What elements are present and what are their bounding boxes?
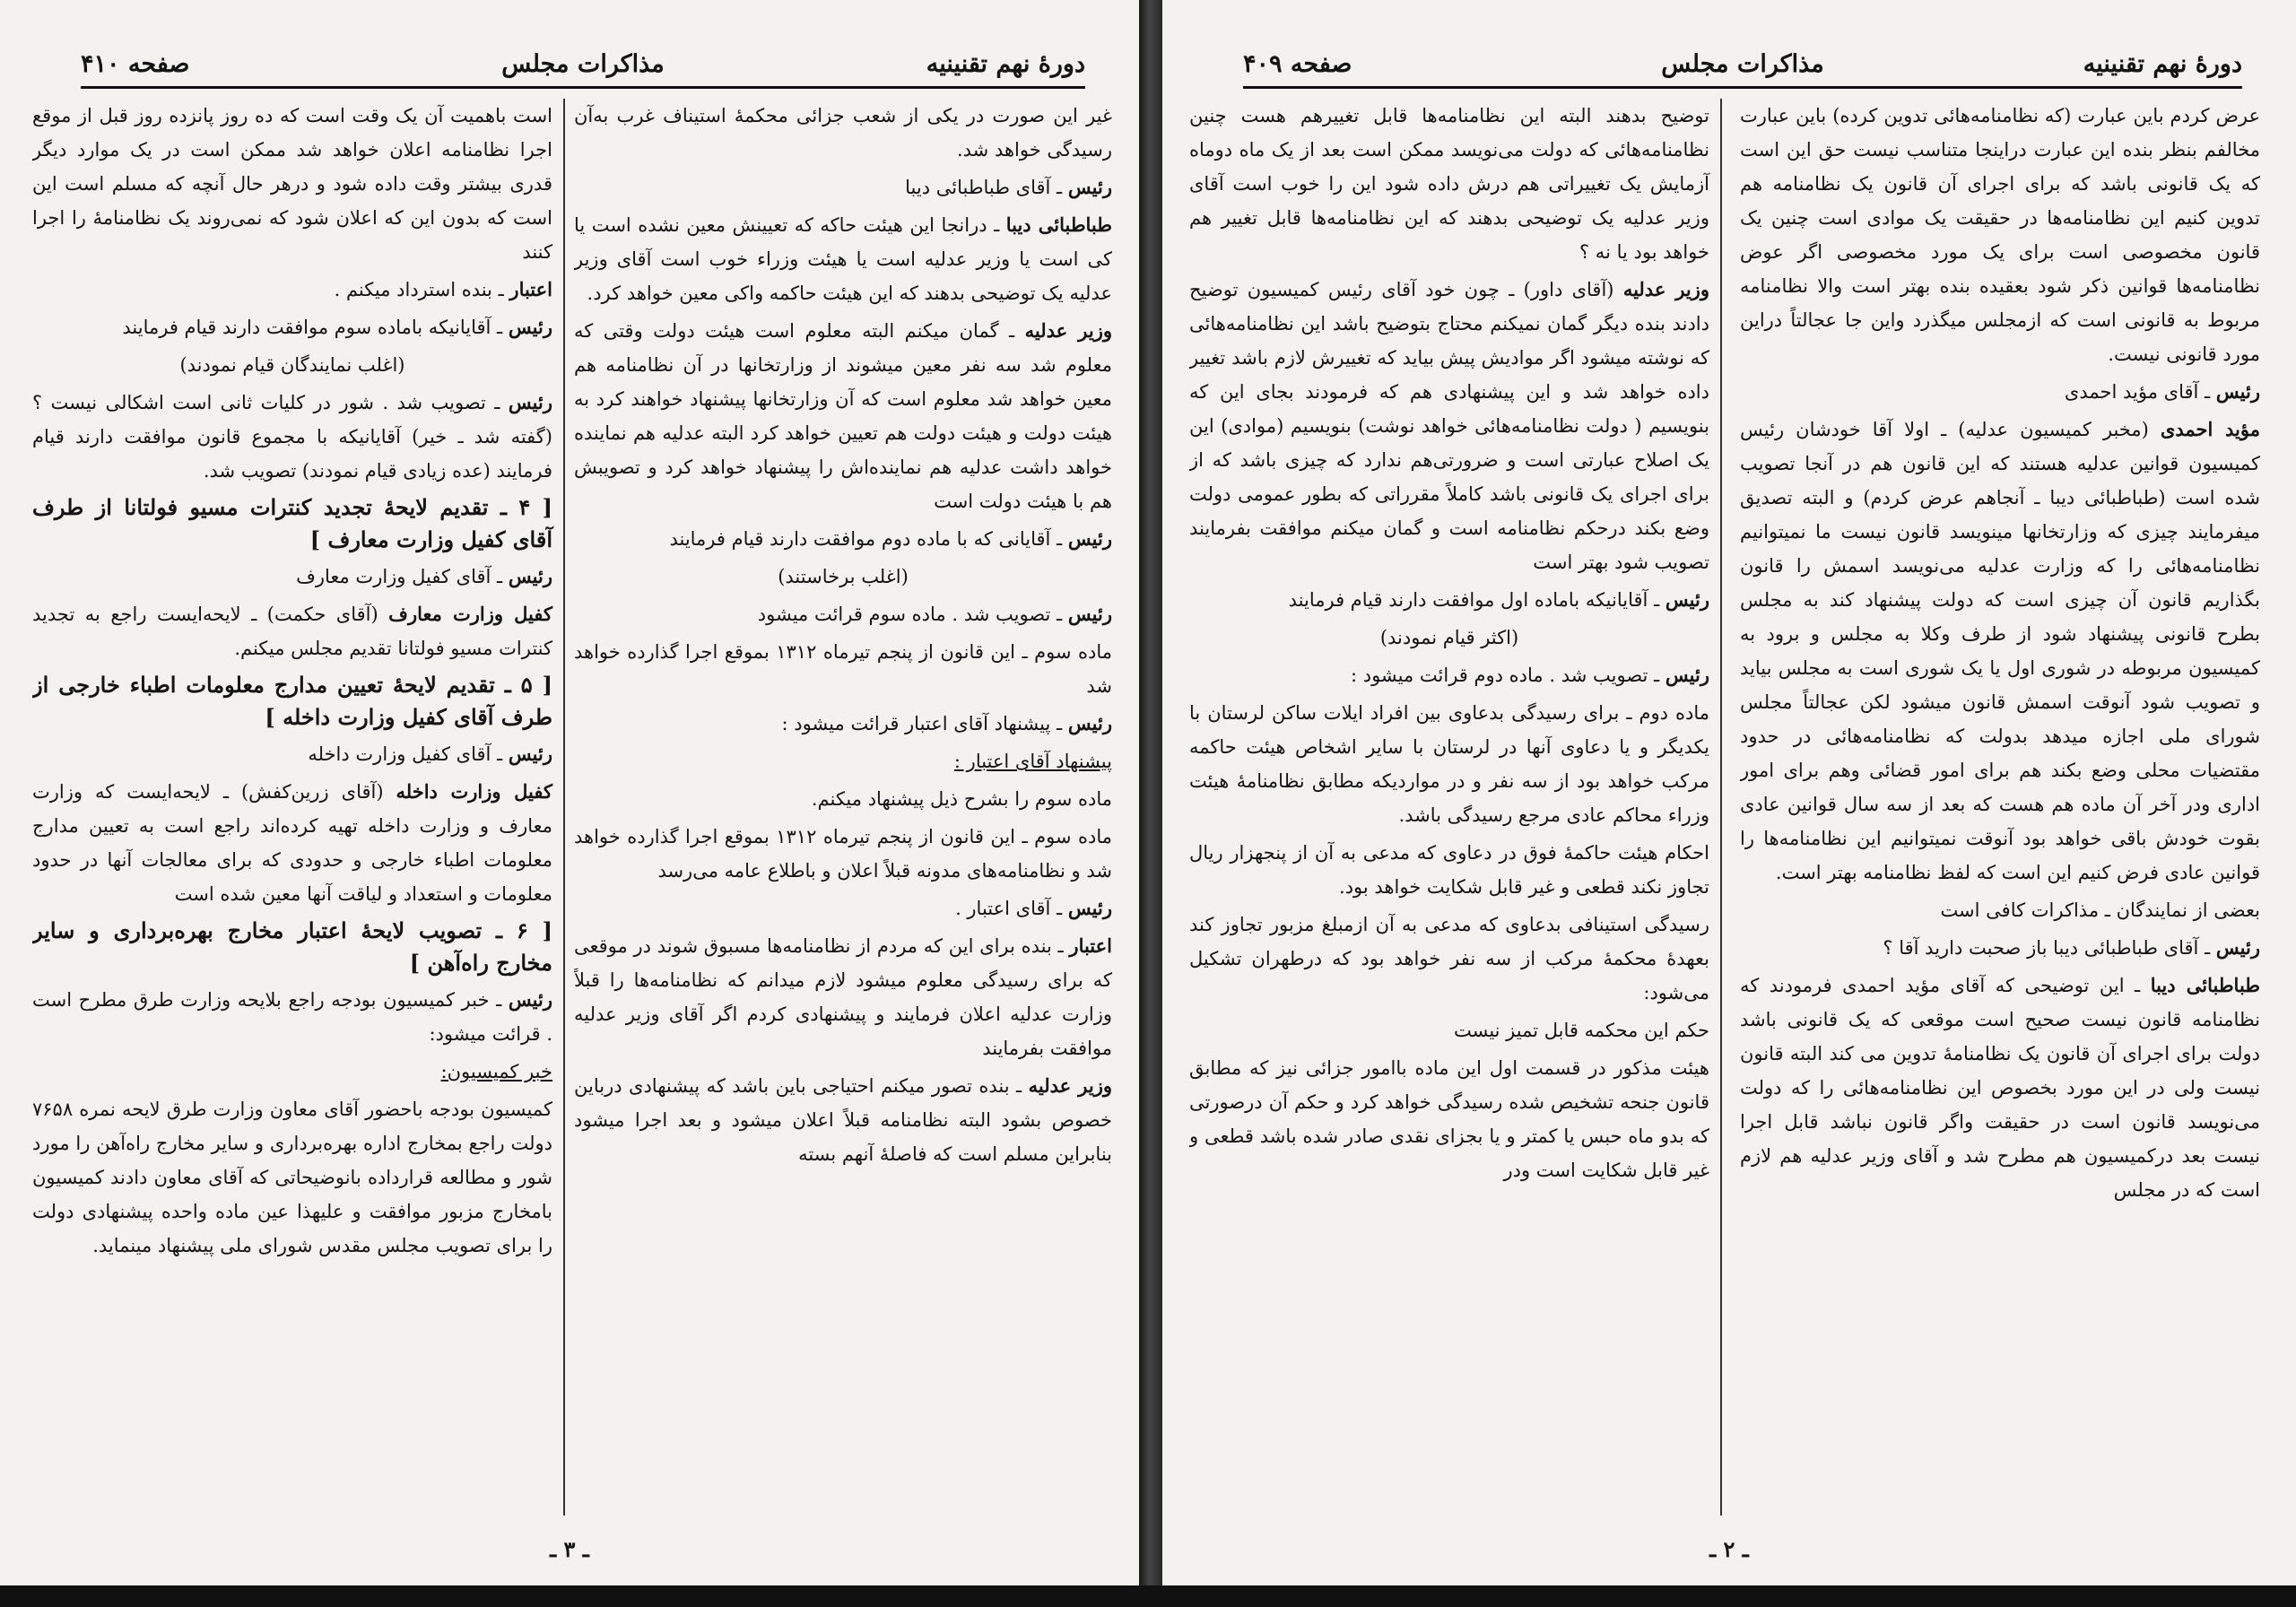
- paragraph: [1189, 696, 1709, 832]
- speaker-name: اعتبار: [509, 278, 552, 300]
- speaker-name: رئیس: [1067, 176, 1112, 198]
- speaker-name: اعتبار: [1069, 934, 1112, 957]
- text-column-left: [32, 99, 565, 1516]
- paragraph: [1189, 836, 1709, 904]
- speaker-name: کفیل وزارت داخله: [396, 780, 552, 803]
- paragraph-text: رسیدگی استینافی بدعاوی که مدعی به آن ازمبلغ مزبور تجاوز کند بعهدهٔ محکمهٔ مرکب از سه نفر خواهد بود که درطهران تشکیل می‌شود:: [1189, 914, 1709, 1003]
- paragraph: [32, 737, 552, 771]
- paragraph-text: ـ آقای طباطبائی دیبا: [905, 177, 1063, 198]
- paragraph: [32, 348, 552, 382]
- paragraph-text: ماده سوم را بشرح ذیل پیشنهاد میکنم.: [811, 788, 1112, 810]
- paragraph-text: ـ بنده تصور میکنم احتیاجی باین باشد که پیشنهادی درباین خصوص بشود البته نظامنامه قبلاً اعلان میشود و بعد اجرا میشود بنابراین مسلم است که فاصلهٔ آنهم بسته: [574, 1075, 1112, 1165]
- paragraph: [574, 170, 1112, 204]
- paragraph: [574, 744, 1112, 778]
- speaker-name: وزیر عدلیه: [1028, 1074, 1112, 1097]
- paragraph: [1189, 99, 1709, 269]
- speaker-name: رئیس: [508, 316, 552, 338]
- paragraph-text: ـ گمان میکنم البته معلوم است هیئت دولت وقتی که معلوم شد سه نفر معین میشوند از وزارتخانها در آن نظامنامه هم معین خواهد شد معلوم است که آن وزارتخانها پیشنهاد خواهند کرد به هیئت دولت و هیئت دولت هم تعیین خواهد کرد البته عدلیه هم نماینده خواهد داشت عدلیه هم نماینده‌اش را پیشنهاد خواهد کرد و تصویبش هم با هیئت دولت است: [574, 320, 1112, 512]
- paragraph: [574, 820, 1112, 888]
- text-column-right: [1740, 99, 2260, 1516]
- paragraph: [32, 310, 552, 344]
- text-column-left: [1189, 99, 1722, 1516]
- paragraph: [32, 775, 552, 911]
- paragraph: [574, 635, 1112, 703]
- paragraph-text: ـ آقایانیکه باماده سوم موافقت دارند قیام فرمایند: [122, 317, 503, 338]
- paragraph-text: ـ بنده استرداد میکنم .: [334, 279, 504, 300]
- paragraph: [1740, 931, 2260, 965]
- paragraph-text: [ ۴ ـ تقدیم لایحهٔ تجدید کنترات مسیو فولتانا از طرف آقای کفیل وزارت معارف ]: [32, 494, 552, 552]
- speaker-name: رئیس: [1067, 603, 1112, 625]
- speaker-name: رئیس: [1067, 527, 1112, 550]
- paragraph-text: است باهمیت آن یک وقت است که ده روز پانزده روز قبل از موقع اجرا نظامنامه اعلان خواهد شد ممکن است در یک موارد دیگر قدری بیشتر وقت داده شود و درهر حال آنچه که مسلم است این است که بدون این که اعلان شود که نمی‌روند یک نظامنامهٔ را اجرا کنند: [32, 105, 552, 263]
- paragraph-text: ـ آقای طباطبائی دیبا باز صحبت دارید آقا ؟: [1883, 937, 2211, 959]
- paragraph: [32, 1055, 552, 1089]
- header-page-number: صفحه ۴۰۹: [1243, 50, 1352, 78]
- header-title: مذاکرات مجلس: [501, 50, 665, 78]
- speaker-name: رئیس: [508, 565, 552, 587]
- paragraph-text: کمیسیون بودجه باحضور آقای معاون وزارت طرق لایحه نمره ۷۶۵۸ دولت راجع بمخارج اداره بهره‌برداری و سایر مخارج راه‌آهن را مورد شور و مطالعه قرارداده بانوضیحاتی که آقای معاون دادند کمیسیون بامخارج مزبور موافقت و علیهذا عین ماده واحده پیشنهادی دولت را برای تصویب مجلس مقدس شورای ملی پیشنهاد مینماید.: [32, 1099, 552, 1256]
- paragraph: [1189, 1051, 1709, 1187]
- speaker-name: رئیس: [1067, 712, 1112, 734]
- paragraph: [32, 99, 552, 269]
- paragraph: [574, 782, 1112, 816]
- paragraph: [574, 891, 1112, 925]
- section-heading: [32, 491, 552, 556]
- paragraph-text: غیر این صورت در یکی از شعب جزائی محکمهٔ استیناف غرب به‌آن رسیدگی خواهد شد.: [574, 105, 1112, 161]
- page-footer-number: ـ ۳ ـ: [550, 1536, 589, 1562]
- paragraph: [1189, 621, 1709, 655]
- paragraph-text: ماده سوم ـ این قانون از پنجم تیرماه ۱۳۱۲ بموقع اجرا گذارده خواهد شد: [574, 641, 1112, 697]
- paragraph: [32, 386, 552, 488]
- paragraph-text: احکام هیئت حاکمهٔ فوق در دعاوی که مدعی به آن از پنجهزار ریال تجاوز نکند قطعی و غیر قابل شکایت خواهد بود.: [1189, 842, 1709, 898]
- book-gutter: [1139, 0, 1162, 1607]
- speaker-name: رئیس: [1067, 897, 1112, 919]
- paragraph-text: [ ۵ ـ تقدیم لایحهٔ تعیین مدارج معلومات اطباء خارجی از طرف آقای کفیل وزارت داخله ]: [32, 672, 552, 730]
- paragraph-text: (اغلب برخاستند): [778, 566, 909, 587]
- speaker-name: مؤید احمدی: [2160, 418, 2260, 440]
- section-heading: [32, 669, 552, 734]
- paragraph-text: (اغلب نمایندگان قیام نمودند): [179, 354, 405, 376]
- paragraph-text: ـ آقایانی که با ماده دوم موافقت دارند قیام فرمایند: [669, 528, 1063, 550]
- paragraph-text: عرض کردم باین عبارت (که نظامنامه‌هائی تدوین کرده) باین عبارت مخالفم بنظر بنده این عبارت دراینجا متناسب نیست حق این است که یک قانونی باشد که برای اجرای آن قانون یک نظامنامه هم تدوین کنیم این نظامنامه‌ها در حقیقت یک موادی است چنین یک قانون مخصوصی است برای یک مورد مخصوصی اگر عوض نظامنامه‌ها قوانین ذکر شود بعقیده بنده بهتر است والا نظامنامه مربوط به قانونی است که ازمجلس میگذرد واین جا عجالتاً دراین مورد قانونی نیست.: [1740, 105, 2260, 365]
- speaker-name: رئیس: [508, 988, 552, 1011]
- paragraph-text: بعضی از نمایندگان ـ مذاکرات کافی است: [1940, 899, 2260, 921]
- paragraph-text: خبر کمیسیون:: [440, 1061, 552, 1082]
- paragraph-text: [ ۶ ـ تصویب لایحهٔ اعتبار مخارج بهره‌برداری و سایر مخارج راه‌آهن ]: [32, 917, 552, 976]
- scan-edge: [0, 1585, 2296, 1607]
- paragraph-text: هیئت مذکور در قسمت اول این ماده باامور جزائی نیز که مطابق قانون جنحه تشخیص شده رسیدگی خواهد کرد و حکم آن درصورتی که بدو ماه حبس یا کمتر و یا بجزای نقدی صادر شده باشد قطعی و غیر قابل شکایت است ودر: [1189, 1057, 1709, 1181]
- paragraph: [574, 560, 1112, 594]
- paragraph: [1740, 969, 2260, 1207]
- speaker-name: طباطبائی دیبا: [2150, 974, 2260, 996]
- paragraph-text: توضیح بدهند البته این نظامنامه‌ها قابل تغییرهم هست چنین نظامنامه‌هائی که دولت می‌نویسد ممکن است بعد از یک ماه دوماه آزمایش یک تغییراتی هم درش داده شود این را خوب است آقای وزیر عدلیه یک توضیحی بدهند که این نظامنامه‌ها قابل تغییر هم خواهد بود یا نه ؟: [1189, 105, 1709, 263]
- paragraph-text: ماده دوم ـ برای رسیدگی بدعاوی بین افراد ایلات ساکن لرستان با یکدیگر و یا دعاوی آنها در لرستان با سایر اشخاص هیئت حاکمه مرکب خواهد بود از سه نفر و در مواردیکه مطابق نظامنامهٔ هیئت وزراء محاکم عادی مرجع رسیدگی باشد.: [1189, 702, 1709, 826]
- paragraph-text: ـ تصویب شد . ماده سوم قرائت میشود: [757, 604, 1063, 625]
- paragraph: [1740, 893, 2260, 927]
- paragraph: [574, 522, 1112, 556]
- paragraph: [1189, 583, 1709, 617]
- paragraph-text: (مخبر کمیسیون عدلیه) ـ اولا آقا خودشان رئیس کمیسیون قوانین عدلیه هستند که این قانون هم در آنجا تصویب شده است (طباطبائی دیبا ـ آنجاهم عرض کردم) و البته تصدیق میفرمایند چیزی که وزارتخانها مینویسد قانون نیست ما نمیتوانیم نظامنامه‌هائی را که وزارت عدلیه می‌نویسد اسمش را قانون بگذاریم قانون آن چیزی است که دولت پیشنهاد کند به مجلس بطرح قانونی پیشنهاد شود از طرف وکلا به مجلس و برود به کمیسیون مربوطه در شوری اول یا یک شوری است به مجلس بیاید و تصویب شود آنوقت اسمش قانون میشود لکن عجالتاً مجلس شورای ملی اجازه میدهد بدولت که نظامنامه‌هائی در حدود مقتضیات محلی وضع بکند هم برای امور قضائی وهم برای امور اداری ودر آخر آن ماده هم هست که بعد از سه سال قوانین عادی بقوت خودش باقی خواهد بود آنوقت نمیتوانیم این نظامنامه‌ها را قوانین عادی فرض کنیم این است که لفظ نظامنامه بهتر است.: [1740, 419, 2260, 883]
- header-session: دورهٔ نهم تقنینیه: [926, 50, 1085, 78]
- paragraph: [32, 1092, 552, 1263]
- left-page: [0, 0, 1139, 1607]
- paragraph-text: ـ آقای کفیل وزارت داخله: [308, 743, 503, 765]
- header-title: مذاکرات مجلس: [1661, 50, 1824, 78]
- paragraph: [1740, 375, 2260, 409]
- speaker-name: وزیر عدلیه: [1024, 319, 1112, 342]
- paragraph-text: ـ پیشنهاد آقای اعتبار قرائت میشود :: [781, 713, 1063, 734]
- paragraph: [1189, 1013, 1709, 1047]
- speaker-name: رئیس: [2215, 936, 2260, 959]
- speaker-name: رئیس: [508, 743, 552, 765]
- paragraph-text: ـ خبر کمیسیون بودجه راجع بلایحه وزارت طرق مطرح است . قرائت میشود:: [32, 989, 552, 1045]
- paragraph: [574, 1069, 1112, 1171]
- paragraph-text: (آقای داور) ـ چون خود آقای رئیس کمیسیون توضیح دادند بنده دیگر گمان نمیکنم محتاج بتوضیح باشد این نظامنامه‌هائی که نوشته میشود اگر موادیش پیش بیاید که تغییرش لازم باشد تغییر داده خواهد شد و این پیشنهادی هم که فرمودند بجای این که بنویسیم ( دولت نظامنامه‌هائی خواهد نوشت) بنویسیم (موادی) این یک اصلاح عبارتی است و ضرورتی‌هم ندارد که چیزی باشد که از برای اجرای یک قانونی باشد کاملاً مقرراتی که بطور عمومی دولت وضع بکند درحکم نظامنامه است و گمان میکنم موافقت بفرمایند تصویب شود بهتر است: [1189, 279, 1709, 573]
- paragraph-text: ماده سوم ـ این قانون از پنجم تیرماه ۱۳۱۲ بموقع اجرا گذارده خواهد شد و نظامنامه‌های مدونه قبلاً اعلان و باطلاع عامه می‌رسد: [574, 826, 1112, 882]
- speaker-name: وزیر عدلیه: [1622, 278, 1709, 300]
- paragraph-text: (اکثر قیام نمودند): [1379, 627, 1519, 648]
- header-session: دورهٔ نهم تقنینیه: [2083, 50, 2242, 78]
- paragraph: [32, 560, 552, 594]
- section-heading: [32, 915, 552, 979]
- speaker-name: رئیس: [2215, 380, 2260, 403]
- paragraph-text: ـ بنده برای این که مردم از نظامنامه‌ها مسبوق شوند در موقعی که برای رسیدگی معلوم میشود لازم میدانم که نظامنامه‌ها را قبلاً وزارت عدلیه اعلان فرمایند و پیشنهادی کردم اگر آقای وزیر عدلیه موافقت بفرمایند: [574, 935, 1112, 1059]
- paragraph-text: ـ آقای کفیل وزارت معارف: [296, 566, 503, 587]
- speaker-name: رئیس: [1665, 664, 1709, 686]
- paragraph-text: ـ درانجا این هیئت حاکه که تعیینش معین نشده است یا کی است یا وزیر عدلیه است یا هیئت وزراء خوب است آقای وزیر عدلیه یک توضیحی بدهند که این هیئت حاکمه واکی معین خواهد کرد.: [574, 214, 1112, 304]
- speaker-name: کفیل وزارت معارف: [388, 603, 552, 625]
- paragraph-text: ـ آقای اعتبار .: [955, 898, 1063, 919]
- paragraph: [1740, 99, 2260, 371]
- header-page-number: صفحه ۴۱۰: [81, 50, 190, 78]
- paragraph: [574, 208, 1112, 310]
- paragraph-text: ـ آقای مؤید احمدی: [2064, 381, 2211, 403]
- speaker-name: رئیس: [508, 391, 552, 413]
- paragraph-text: ـ تصویب شد . ماده دوم قرائت میشود :: [1350, 665, 1660, 686]
- paragraph: [574, 929, 1112, 1065]
- paragraph: [1740, 413, 2260, 890]
- paragraph: [574, 314, 1112, 518]
- paragraph-text: حکم این محکمه قابل تمیز نیست: [1453, 1020, 1709, 1041]
- right-page: [1162, 0, 2296, 1607]
- paragraph: [1189, 273, 1709, 579]
- paragraph: [574, 99, 1112, 167]
- paragraph-text: ـ آقایانیکه باماده اول موافقت دارند قیام فرمایند: [1288, 589, 1660, 611]
- speaker-name: رئیس: [1665, 588, 1709, 611]
- paragraph: [574, 597, 1112, 631]
- text-column-right: [574, 99, 1112, 1516]
- paragraph: [32, 983, 552, 1051]
- speaker-name: طباطبائی دیبا: [1005, 213, 1112, 236]
- page-footer-number: ـ ۲ ـ: [1709, 1536, 1749, 1562]
- paragraph-text: پیشنهاد آقای اعتبار :: [953, 751, 1112, 772]
- paragraph: [1189, 658, 1709, 692]
- paragraph: [574, 707, 1112, 741]
- paragraph: [32, 273, 552, 307]
- paragraph-text: ـ تصویب شد . شور در کلیات ثانی است اشکالی نیست ؟ (گفته شد ـ خیر) آقایانیکه با مجموع قانون موافقت دارند قیام فرمایند (عده زیادی قیام نمودند) تصویب شد.: [32, 392, 552, 482]
- paragraph-text: ـ این توضیحی که آقای مؤید احمدی فرمودند که نظامنامه قانون نیست صحیح است موقعی که یک قانونی باشد دولت برای اجرای آن قانون یک نظامنامهٔ تدوین می کند البته قانون نیست ولی در این مورد بخصوص این نظامنامه‌هائی را که دولت می‌نویسد قانون است در حقیقت واگر قانون نباشد قابل اجرا نیست بعد درکمیسیون هم مطرح شد و آقای وزیر عدلیه هم لازم است که در مجلس: [1740, 975, 2260, 1201]
- paragraph-text: (آقای حکمت) ـ لایحه‌ایست راجع به تجدید کنترات مسیو فولتانا تقدیم مجلس میکنم.: [32, 604, 552, 659]
- paragraph: [32, 597, 552, 665]
- paragraph-text: (آقای زرین‌کفش) ـ لایحه‌ایست که وزارت معارف و وزارت داخله تهیه کرده‌اند راجع است به تعیین مدارج معلومات اطباء خارجی و حدودی که برای معالجات آنها در حدود معلومات و استعداد و لیاقت آنها معین شده است: [32, 781, 552, 905]
- paragraph: [1189, 908, 1709, 1010]
- page-header: [1243, 45, 2242, 89]
- page-header: [81, 45, 1085, 89]
